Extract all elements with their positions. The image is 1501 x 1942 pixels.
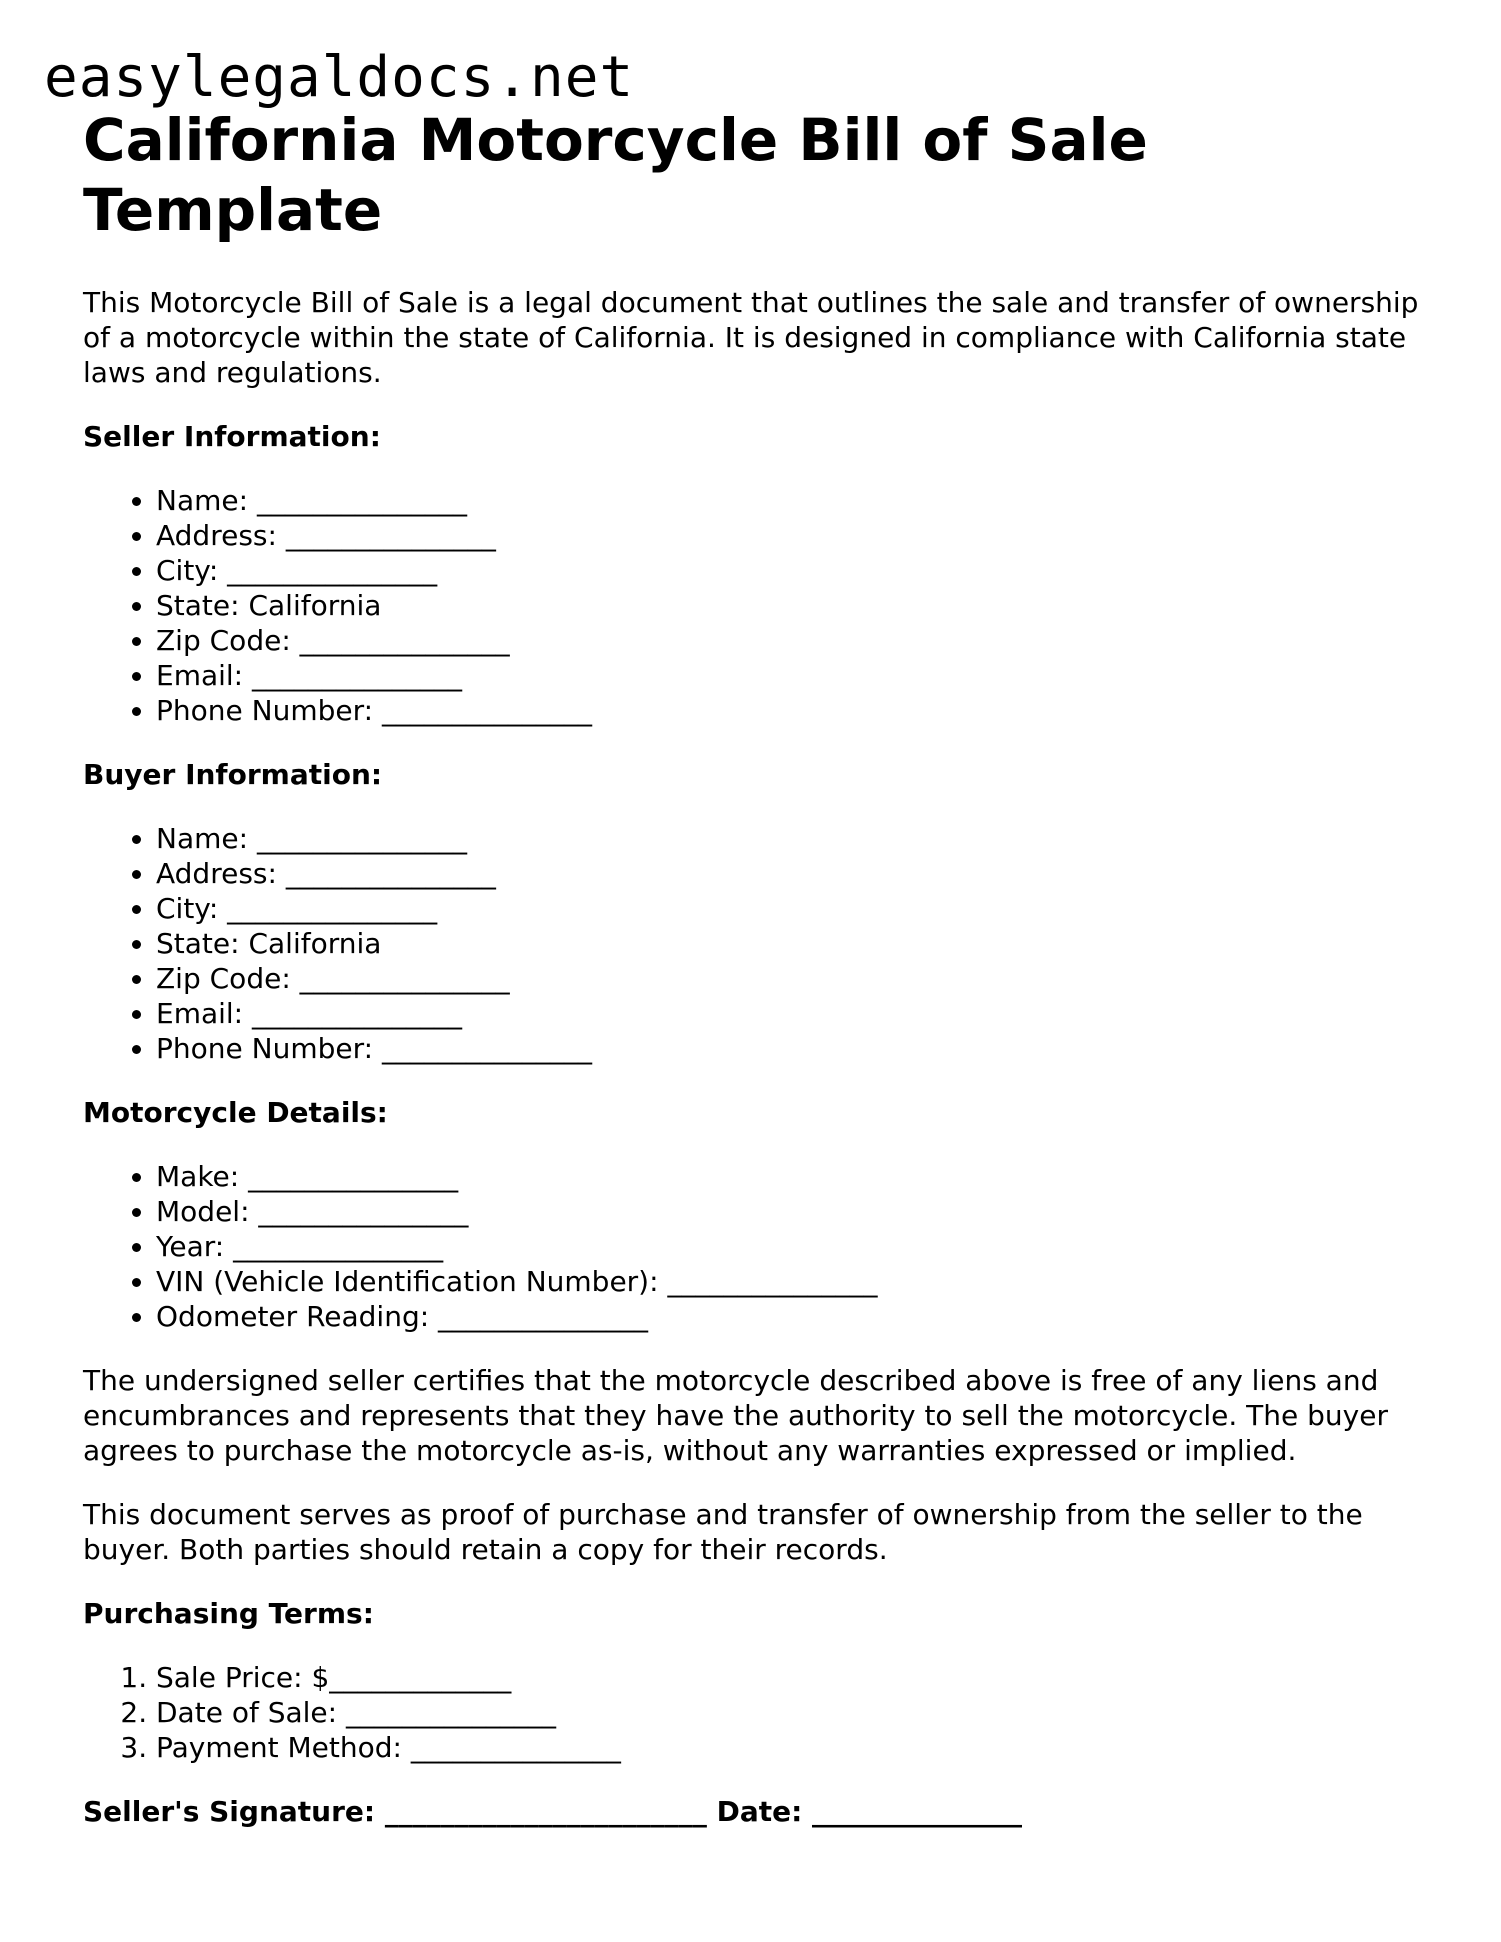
- seller-state-item: • State: California: [156, 588, 1423, 623]
- buyer-list: [83, 821, 1423, 1066]
- motorcycle-heading: Motorcycle Details:: [83, 1096, 388, 1129]
- motorcycle-odometer-item: • Odometer Reading: _______________: [156, 1299, 1423, 1334]
- payment-method-item: 3. Payment Method: _______________: [156, 1730, 1423, 1765]
- buyer-phone-item: • Phone Number: _______________: [156, 1031, 1423, 1066]
- buyer-zip-item: • Zip Code: _______________: [156, 961, 1423, 996]
- motorcycle-list: [83, 1159, 1423, 1334]
- motorcycle-year-item: • Year: _______________: [156, 1229, 1423, 1264]
- terms-list: [83, 1660, 1423, 1765]
- motorcycle-model-item: • Model: _______________: [156, 1194, 1423, 1229]
- seller-phone-item: • Phone Number: _______________: [156, 693, 1423, 728]
- buyer-city-item: • City: _______________: [156, 891, 1423, 926]
- motorcycle-make-item: • Make: _______________: [156, 1159, 1423, 1194]
- document-title: California Motorcycle Bill of Sale Template: [83, 106, 1148, 244]
- terms-heading: Purchasing Terms:: [83, 1597, 374, 1630]
- seller-list: [83, 483, 1423, 728]
- seller-email-item: • Email: _______________: [156, 658, 1423, 693]
- buyer-email-item: • Email: _______________: [156, 996, 1423, 1031]
- watermark-text: easylegaldocs.net: [44, 45, 635, 110]
- date-of-sale-item: 2. Date of Sale: _______________: [156, 1695, 1423, 1730]
- seller-zip-item: • Zip Code: _______________: [156, 623, 1423, 658]
- buyer-name-item: • Name: _______________: [156, 821, 1423, 856]
- seller-city-item: • City: _______________: [156, 553, 1423, 588]
- seller-heading: Seller Information:: [83, 420, 381, 453]
- proof-paragraph: This document serves as proof of purchase and transfer of ownership from the seller to the buyer. Both parties should retain a copy for their records.: [83, 1498, 1363, 1566]
- buyer-heading: Buyer Information:: [83, 758, 383, 791]
- seller-address-item: • Address: _______________: [156, 518, 1423, 553]
- seller-name-item: • Name: _______________: [156, 483, 1423, 518]
- document-body: [83, 105, 1423, 1829]
- buyer-address-item: • Address: _______________: [156, 856, 1423, 891]
- buyer-state-item: • State: California: [156, 926, 1423, 961]
- certification-paragraph: The undersigned seller certifies that the motorcycle described above is free of any liens and encumbrances and represents that they have the authority to sell the motorcycle. The buyer agrees to purchase the motorcycle as-is, without any warranties expressed or implied.: [83, 1364, 1388, 1467]
- intro-paragraph: This Motorcycle Bill of Sale is a legal document that outlines the sale and transfer of ownership of a motorcycle within the state of California. It is designed in compliance with California state laws and regulations.: [83, 286, 1419, 389]
- sale-price-item: 1. Sale Price: $_____________: [156, 1660, 1423, 1695]
- motorcycle-vin-item: • VIN (Vehicle Identification Number): _______________: [156, 1264, 1423, 1299]
- seller-signature-line: Seller's Signature: _______________________ Date: _______________: [83, 1795, 1023, 1828]
